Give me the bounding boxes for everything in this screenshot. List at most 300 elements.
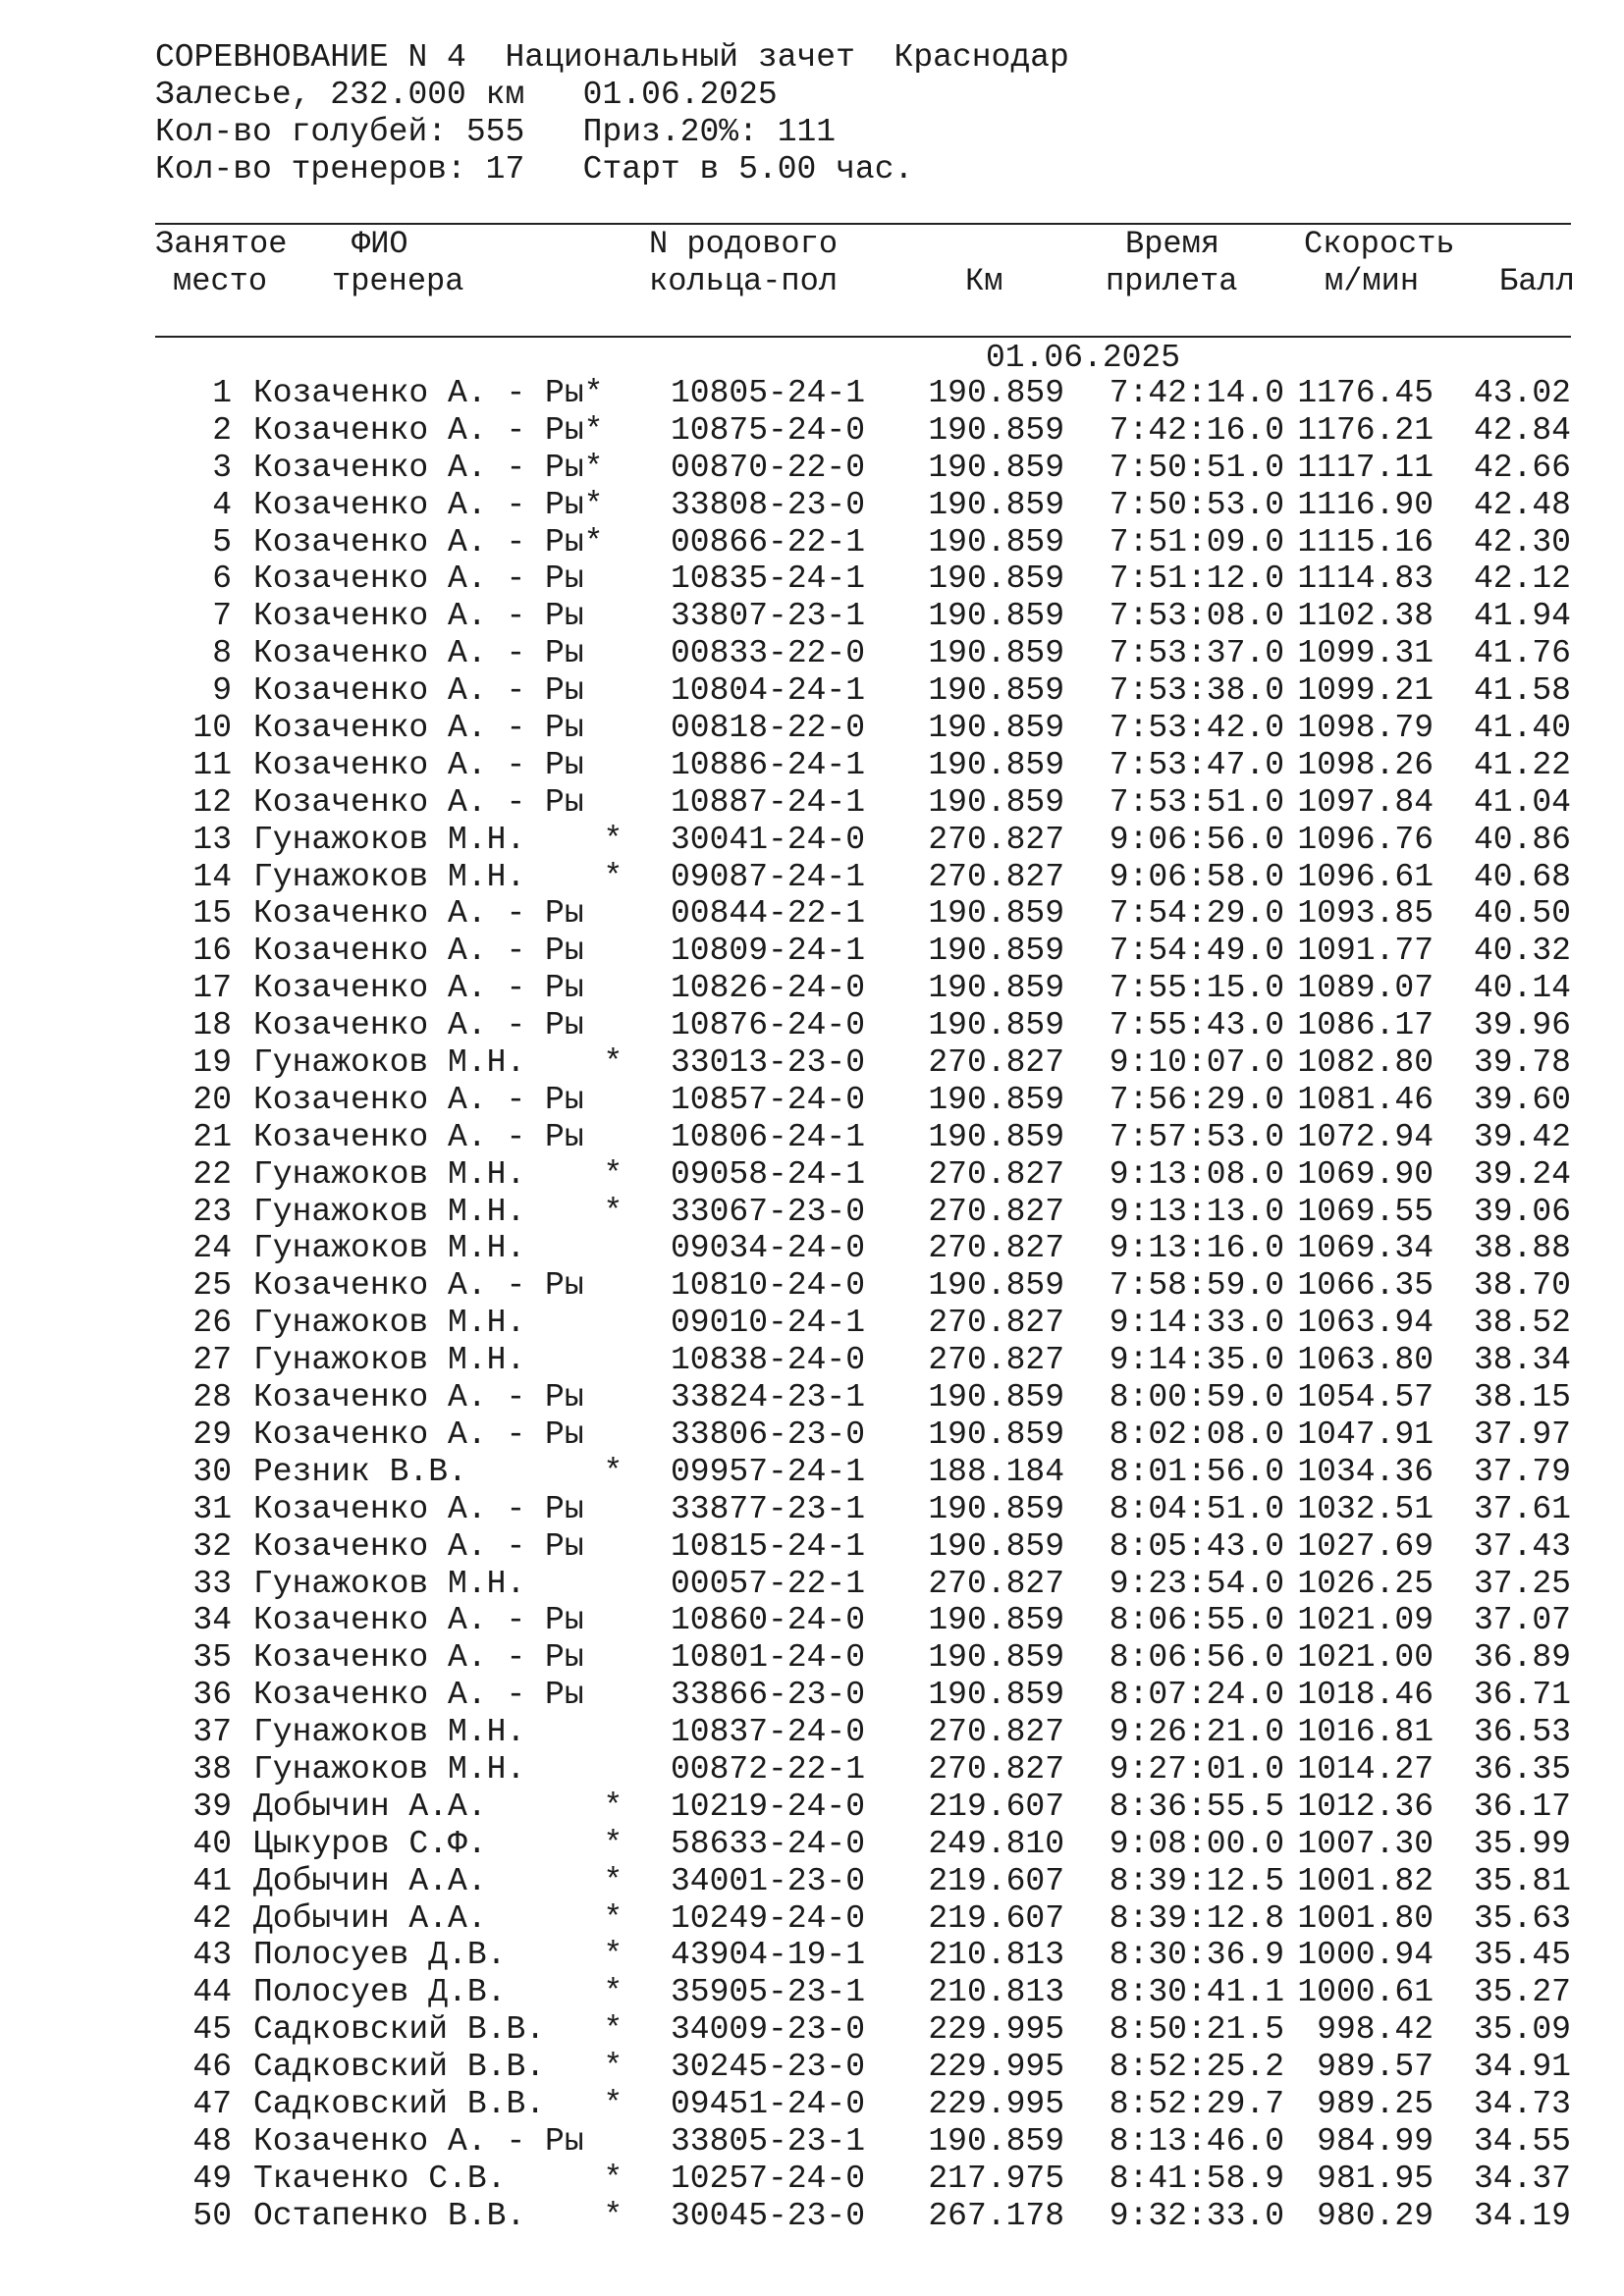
distance-cell: 270.827 bbox=[928, 1750, 1064, 1788]
table-row bbox=[0, 1267, 1624, 1305]
table-row bbox=[0, 933, 1624, 970]
ring-number-cell: 09058-24-1 bbox=[671, 1155, 866, 1193]
distance-cell: 190.859 bbox=[928, 1677, 1064, 1714]
score-cell: 34.91 bbox=[1473, 2049, 1571, 2086]
arrival-time-cell: 7:55:15.0 bbox=[1109, 970, 1284, 1007]
table-row bbox=[0, 1082, 1624, 1119]
arrival-time-cell: 9:26:21.0 bbox=[1109, 1714, 1284, 1751]
score-cell: 38.52 bbox=[1473, 1305, 1571, 1342]
table-row bbox=[0, 859, 1624, 896]
speed-cell: 1007.30 bbox=[1297, 1825, 1434, 1862]
ring-number-cell: 10835-24-1 bbox=[671, 561, 866, 598]
arrival-time-cell: 9:06:58.0 bbox=[1109, 858, 1284, 895]
place-cell: 17 bbox=[192, 970, 232, 1007]
arrival-time-cell: 8:39:12.8 bbox=[1109, 1899, 1284, 1937]
distance-cell: 190.859 bbox=[928, 933, 1064, 970]
arrival-time-cell: 7:53:47.0 bbox=[1109, 746, 1284, 783]
table-row bbox=[0, 822, 1624, 859]
arrival-time-cell: 7:53:37.0 bbox=[1109, 635, 1284, 672]
trainer-name-cell: Гунажоков М.Н. bbox=[253, 1714, 526, 1751]
distance-cell: 229.995 bbox=[928, 2085, 1064, 2122]
speed-cell: 1069.34 bbox=[1297, 1230, 1434, 1267]
arrival-time-cell: 8:13:46.0 bbox=[1109, 2122, 1284, 2160]
trainer-name-cell: Добычин А.А. * bbox=[253, 1862, 623, 1899]
place-cell: 5 bbox=[212, 523, 232, 561]
distance-cell: 190.859 bbox=[928, 970, 1064, 1007]
ring-number-cell: 09451-24-0 bbox=[671, 2085, 866, 2122]
speed-cell: 998.42 bbox=[1317, 2011, 1434, 2049]
col-speed-line2: м/мин bbox=[1325, 263, 1420, 299]
ring-number-cell: 00833-22-0 bbox=[671, 635, 866, 672]
distance-cell: 229.995 bbox=[928, 2049, 1064, 2086]
speed-cell: 1054.57 bbox=[1297, 1379, 1434, 1416]
table-row bbox=[0, 1305, 1624, 1342]
speed-cell: 1063.94 bbox=[1297, 1305, 1434, 1342]
table-row bbox=[0, 1528, 1624, 1566]
trainer-name-cell: Козаченко А. - Ры* bbox=[253, 523, 604, 561]
distance-cell: 210.813 bbox=[928, 1974, 1064, 2011]
trainer-name-cell: Козаченко А. - Ры bbox=[253, 561, 584, 598]
place-cell: 18 bbox=[192, 1007, 232, 1044]
arrival-time-cell: 8:06:56.0 bbox=[1109, 1639, 1284, 1677]
trainer-name-cell: Садковский В.В. * bbox=[253, 2011, 623, 2049]
place-cell: 41 bbox=[192, 1862, 232, 1899]
score-cell: 34.19 bbox=[1473, 2197, 1571, 2234]
ring-number-cell: 10837-24-0 bbox=[671, 1714, 866, 1751]
place-cell: 34 bbox=[192, 1602, 232, 1639]
trainer-name-cell: Козаченко А. - Ры bbox=[253, 1602, 584, 1639]
trainer-name-cell: Козаченко А. - Ры bbox=[253, 1118, 584, 1155]
score-cell: 38.15 bbox=[1473, 1379, 1571, 1416]
table-row bbox=[0, 895, 1624, 933]
place-cell: 23 bbox=[192, 1193, 232, 1230]
distance-cell: 190.859 bbox=[928, 1490, 1064, 1527]
distance-cell: 190.859 bbox=[928, 1379, 1064, 1416]
ring-number-cell: 33805-23-1 bbox=[671, 2122, 866, 2160]
place-cell: 35 bbox=[192, 1639, 232, 1677]
ring-number-cell: 00870-22-0 bbox=[671, 449, 866, 486]
ring-number-cell: 10876-24-0 bbox=[671, 1007, 866, 1044]
col-place-line1: Занятое bbox=[155, 226, 288, 262]
ring-number-cell: 00844-22-1 bbox=[671, 895, 866, 933]
distance-cell: 190.859 bbox=[928, 449, 1064, 486]
place-cell: 27 bbox=[192, 1342, 232, 1379]
distance-cell: 190.859 bbox=[928, 561, 1064, 598]
ring-number-cell: 00818-22-0 bbox=[671, 710, 866, 747]
trainer-name-cell: Гунажоков М.Н. * bbox=[253, 858, 623, 895]
speed-cell: 1096.76 bbox=[1297, 821, 1434, 858]
table-row bbox=[0, 2086, 1624, 2123]
ring-number-cell: 10887-24-1 bbox=[671, 783, 866, 821]
score-cell: 42.84 bbox=[1473, 411, 1571, 449]
ring-number-cell: 10886-24-1 bbox=[671, 746, 866, 783]
speed-cell: 1016.81 bbox=[1297, 1714, 1434, 1751]
speed-cell: 1001.82 bbox=[1297, 1862, 1434, 1899]
speed-cell: 1176.45 bbox=[1297, 375, 1434, 411]
place-cell: 44 bbox=[192, 1974, 232, 2011]
table-row bbox=[0, 710, 1624, 747]
ring-number-cell: 09087-24-1 bbox=[671, 858, 866, 895]
trainer-name-cell: Полосуев Д.В. * bbox=[253, 1937, 623, 1974]
speed-cell: 1034.36 bbox=[1297, 1453, 1434, 1490]
place-cell: 11 bbox=[192, 746, 232, 783]
speed-cell: 1081.46 bbox=[1297, 1081, 1434, 1118]
table-row bbox=[0, 1789, 1624, 1826]
distance-cell: 190.859 bbox=[928, 1118, 1064, 1155]
score-cell: 35.45 bbox=[1473, 1937, 1571, 1974]
release-point-info: Залесье, 232.000 км 01.06.2025 bbox=[155, 77, 778, 113]
table-row bbox=[0, 1677, 1624, 1714]
score-cell: 41.04 bbox=[1473, 783, 1571, 821]
header-bottom-rule bbox=[155, 336, 1571, 338]
table-row bbox=[0, 375, 1624, 412]
trainer-name-cell: Козаченко А. - Ры* bbox=[253, 375, 604, 411]
score-cell: 42.66 bbox=[1473, 449, 1571, 486]
place-cell: 16 bbox=[192, 933, 232, 970]
date-group-label: 01.06.2025 bbox=[986, 340, 1181, 376]
col-time-line2: прилета bbox=[1106, 263, 1238, 299]
score-cell: 39.42 bbox=[1473, 1118, 1571, 1155]
score-cell: 36.53 bbox=[1473, 1714, 1571, 1751]
place-cell: 25 bbox=[192, 1267, 232, 1305]
ring-number-cell: 33877-23-1 bbox=[671, 1490, 866, 1527]
distance-cell: 190.859 bbox=[928, 1602, 1064, 1639]
trainer-name-cell: Гунажоков М.Н. bbox=[253, 1565, 526, 1602]
arrival-time-cell: 8:06:55.0 bbox=[1109, 1602, 1284, 1639]
distance-cell: 270.827 bbox=[928, 1044, 1064, 1082]
speed-cell: 1176.21 bbox=[1297, 411, 1434, 449]
col-time-line1: Время bbox=[1125, 226, 1220, 262]
arrival-time-cell: 7:50:51.0 bbox=[1109, 449, 1284, 486]
score-cell: 34.37 bbox=[1473, 2160, 1571, 2197]
trainer-name-cell: Гунажоков М.Н. bbox=[253, 1750, 526, 1788]
place-cell: 42 bbox=[192, 1899, 232, 1937]
trainer-name-cell: Цыкуров С.Ф. * bbox=[253, 1825, 623, 1862]
table-row bbox=[0, 1156, 1624, 1194]
distance-cell: 249.810 bbox=[928, 1825, 1064, 1862]
score-cell: 35.09 bbox=[1473, 2011, 1571, 2049]
score-cell: 38.34 bbox=[1473, 1342, 1571, 1379]
trainer-name-cell: Добычин А.А. * bbox=[253, 1899, 623, 1937]
place-cell: 50 bbox=[192, 2197, 232, 2234]
score-cell: 40.32 bbox=[1473, 933, 1571, 970]
arrival-time-cell: 8:04:51.0 bbox=[1109, 1490, 1284, 1527]
distance-cell: 190.859 bbox=[928, 1007, 1064, 1044]
arrival-time-cell: 8:30:41.1 bbox=[1109, 1974, 1284, 2011]
table-row bbox=[0, 1566, 1624, 1603]
score-cell: 38.70 bbox=[1473, 1267, 1571, 1305]
place-cell: 43 bbox=[192, 1937, 232, 1974]
speed-cell: 1099.21 bbox=[1297, 672, 1434, 710]
place-cell: 46 bbox=[192, 2049, 232, 2086]
ring-number-cell: 10801-24-0 bbox=[671, 1639, 866, 1677]
ring-number-cell: 10815-24-1 bbox=[671, 1527, 866, 1565]
distance-cell: 190.859 bbox=[928, 746, 1064, 783]
table-row bbox=[0, 487, 1624, 524]
table-row bbox=[0, 412, 1624, 450]
score-cell: 39.24 bbox=[1473, 1155, 1571, 1193]
arrival-time-cell: 9:14:35.0 bbox=[1109, 1342, 1284, 1379]
ring-number-cell: 00057-22-1 bbox=[671, 1565, 866, 1602]
score-cell: 43.02 bbox=[1473, 375, 1571, 411]
arrival-time-cell: 7:53:42.0 bbox=[1109, 710, 1284, 747]
ring-number-cell: 10838-24-0 bbox=[671, 1342, 866, 1379]
trainer-name-cell: Гунажоков М.Н. bbox=[253, 1305, 526, 1342]
trainer-name-cell: Гунажоков М.Н. * bbox=[253, 1155, 623, 1193]
score-cell: 35.27 bbox=[1473, 1974, 1571, 2011]
distance-cell: 190.859 bbox=[928, 635, 1064, 672]
ring-number-cell: 09010-24-1 bbox=[671, 1305, 866, 1342]
score-cell: 39.60 bbox=[1473, 1081, 1571, 1118]
arrival-time-cell: 8:52:29.7 bbox=[1109, 2085, 1284, 2122]
place-cell: 38 bbox=[192, 1750, 232, 1788]
arrival-time-cell: 8:52:25.2 bbox=[1109, 2049, 1284, 2086]
ring-number-cell: 35905-23-1 bbox=[671, 1974, 866, 2011]
ring-number-cell: 10257-24-0 bbox=[671, 2160, 866, 2197]
trainer-name-cell: Ткаченко С.В. * bbox=[253, 2160, 623, 2197]
table-row bbox=[0, 1491, 1624, 1528]
distance-cell: 270.827 bbox=[928, 821, 1064, 858]
arrival-time-cell: 7:42:14.0 bbox=[1109, 375, 1284, 411]
arrival-time-cell: 7:54:29.0 bbox=[1109, 895, 1284, 933]
place-cell: 3 bbox=[212, 449, 232, 486]
score-cell: 41.76 bbox=[1473, 635, 1571, 672]
distance-cell: 217.975 bbox=[928, 2160, 1064, 2197]
place-cell: 2 bbox=[212, 411, 232, 449]
distance-cell: 270.827 bbox=[928, 1230, 1064, 1267]
distance-cell: 270.827 bbox=[928, 858, 1064, 895]
speed-cell: 984.99 bbox=[1317, 2122, 1434, 2160]
arrival-time-cell: 8:05:43.0 bbox=[1109, 1527, 1284, 1565]
arrival-time-cell: 9:10:07.0 bbox=[1109, 1044, 1284, 1082]
speed-cell: 1097.84 bbox=[1297, 783, 1434, 821]
table-row bbox=[0, 2123, 1624, 2161]
arrival-time-cell: 9:08:00.0 bbox=[1109, 1825, 1284, 1862]
arrival-time-cell: 8:02:08.0 bbox=[1109, 1415, 1284, 1453]
table-row bbox=[0, 1342, 1624, 1379]
arrival-time-cell: 7:57:53.0 bbox=[1109, 1118, 1284, 1155]
table-row bbox=[0, 524, 1624, 561]
table-row bbox=[0, 672, 1624, 710]
trainer-name-cell: Садковский В.В. * bbox=[253, 2085, 623, 2122]
place-cell: 10 bbox=[192, 710, 232, 747]
table-row bbox=[0, 747, 1624, 784]
distance-cell: 267.178 bbox=[928, 2197, 1064, 2234]
ring-number-cell: 58633-24-0 bbox=[671, 1825, 866, 1862]
score-cell: 42.30 bbox=[1473, 523, 1571, 561]
trainer-name-cell: Козаченко А. - Ры* bbox=[253, 411, 604, 449]
ring-number-cell: 09957-24-1 bbox=[671, 1453, 866, 1490]
distance-cell: 270.827 bbox=[928, 1342, 1064, 1379]
ring-number-cell: 33807-23-1 bbox=[671, 598, 866, 635]
distance-cell: 190.859 bbox=[928, 895, 1064, 933]
distance-cell: 190.859 bbox=[928, 1527, 1064, 1565]
speed-cell: 1021.09 bbox=[1297, 1602, 1434, 1639]
arrival-time-cell: 7:53:38.0 bbox=[1109, 672, 1284, 710]
arrival-time-cell: 7:51:09.0 bbox=[1109, 523, 1284, 561]
table-row bbox=[0, 598, 1624, 635]
speed-cell: 980.29 bbox=[1317, 2197, 1434, 2234]
ring-number-cell: 33824-23-1 bbox=[671, 1379, 866, 1416]
place-cell: 9 bbox=[212, 672, 232, 710]
distance-cell: 270.827 bbox=[928, 1714, 1064, 1751]
ring-number-cell: 30045-23-0 bbox=[671, 2197, 866, 2234]
place-cell: 4 bbox=[212, 486, 232, 523]
ring-number-cell: 33013-23-0 bbox=[671, 1044, 866, 1082]
speed-cell: 1027.69 bbox=[1297, 1527, 1434, 1565]
arrival-time-cell: 7:53:51.0 bbox=[1109, 783, 1284, 821]
place-cell: 7 bbox=[212, 598, 232, 635]
table-row bbox=[0, 635, 1624, 672]
score-cell: 35.99 bbox=[1473, 1825, 1571, 1862]
speed-cell: 1026.25 bbox=[1297, 1565, 1434, 1602]
arrival-time-cell: 7:53:08.0 bbox=[1109, 598, 1284, 635]
trainer-name-cell: Козаченко А. - Ры bbox=[253, 746, 584, 783]
score-cell: 37.43 bbox=[1473, 1527, 1571, 1565]
speed-cell: 1093.85 bbox=[1297, 895, 1434, 933]
place-cell: 40 bbox=[192, 1825, 232, 1862]
score-cell: 36.71 bbox=[1473, 1677, 1571, 1714]
arrival-time-cell: 8:00:59.0 bbox=[1109, 1379, 1284, 1416]
score-cell: 36.89 bbox=[1473, 1639, 1571, 1677]
table-row bbox=[0, 1044, 1624, 1082]
table-row bbox=[0, 1379, 1624, 1416]
arrival-time-cell: 7:42:16.0 bbox=[1109, 411, 1284, 449]
place-cell: 22 bbox=[192, 1155, 232, 1193]
arrival-time-cell: 9:14:33.0 bbox=[1109, 1305, 1284, 1342]
arrival-time-cell: 7:58:59.0 bbox=[1109, 1267, 1284, 1305]
place-cell: 31 bbox=[192, 1490, 232, 1527]
speed-cell: 1018.46 bbox=[1297, 1677, 1434, 1714]
trainer-name-cell: Козаченко А. - Ры bbox=[253, 1081, 584, 1118]
distance-cell: 190.859 bbox=[928, 783, 1064, 821]
distance-cell: 270.827 bbox=[928, 1305, 1064, 1342]
distance-cell: 190.859 bbox=[928, 598, 1064, 635]
score-cell: 35.81 bbox=[1473, 1862, 1571, 1899]
table-row bbox=[0, 1639, 1624, 1677]
arrival-time-cell: 9:13:08.0 bbox=[1109, 1155, 1284, 1193]
score-cell: 37.07 bbox=[1473, 1602, 1571, 1639]
speed-cell: 1066.35 bbox=[1297, 1267, 1434, 1305]
score-cell: 37.61 bbox=[1473, 1490, 1571, 1527]
arrival-time-cell: 9:27:01.0 bbox=[1109, 1750, 1284, 1788]
speed-cell: 1098.79 bbox=[1297, 710, 1434, 747]
ring-number-cell: 10805-24-1 bbox=[671, 375, 866, 411]
trainer-name-cell: Гунажоков М.Н. * bbox=[253, 1044, 623, 1082]
distance-cell: 190.859 bbox=[928, 1081, 1064, 1118]
score-cell: 41.22 bbox=[1473, 746, 1571, 783]
place-cell: 30 bbox=[192, 1453, 232, 1490]
ring-number-cell: 10806-24-1 bbox=[671, 1118, 866, 1155]
speed-cell: 1082.80 bbox=[1297, 1044, 1434, 1082]
ring-number-cell: 00866-22-1 bbox=[671, 523, 866, 561]
col-speed-line1: Скорость bbox=[1304, 226, 1455, 262]
distance-cell: 190.859 bbox=[928, 486, 1064, 523]
speed-cell: 1102.38 bbox=[1297, 598, 1434, 635]
arrival-time-cell: 9:13:13.0 bbox=[1109, 1193, 1284, 1230]
table-row bbox=[0, 1602, 1624, 1639]
arrival-time-cell: 8:01:56.0 bbox=[1109, 1453, 1284, 1490]
score-cell: 42.12 bbox=[1473, 561, 1571, 598]
score-cell: 42.48 bbox=[1473, 486, 1571, 523]
score-cell: 36.35 bbox=[1473, 1750, 1571, 1788]
speed-cell: 1001.80 bbox=[1297, 1899, 1434, 1937]
score-cell: 37.25 bbox=[1473, 1565, 1571, 1602]
speed-cell: 1069.55 bbox=[1297, 1193, 1434, 1230]
place-cell: 13 bbox=[192, 821, 232, 858]
table-row bbox=[0, 1863, 1624, 1900]
ring-number-cell: 34001-23-0 bbox=[671, 1862, 866, 1899]
table-row bbox=[0, 1937, 1624, 1974]
speed-cell: 1098.26 bbox=[1297, 746, 1434, 783]
score-cell: 37.79 bbox=[1473, 1453, 1571, 1490]
speed-cell: 1000.94 bbox=[1297, 1937, 1434, 1974]
speed-cell: 1091.77 bbox=[1297, 933, 1434, 970]
trainer-name-cell: Козаченко А. - Ры bbox=[253, 635, 584, 672]
table-row bbox=[0, 1194, 1624, 1231]
ring-number-cell: 10875-24-0 bbox=[671, 411, 866, 449]
ring-number-cell: 10810-24-0 bbox=[671, 1267, 866, 1305]
arrival-time-cell: 9:23:54.0 bbox=[1109, 1565, 1284, 1602]
arrival-time-cell: 7:50:53.0 bbox=[1109, 486, 1284, 523]
place-cell: 14 bbox=[192, 858, 232, 895]
distance-cell: 219.607 bbox=[928, 1862, 1064, 1899]
speed-cell: 989.57 bbox=[1317, 2049, 1434, 2086]
place-cell: 33 bbox=[192, 1565, 232, 1602]
table-row bbox=[0, 1714, 1624, 1751]
distance-cell: 219.607 bbox=[928, 1899, 1064, 1937]
col-km: Км bbox=[965, 263, 1003, 299]
trainer-name-cell: Полосуев Д.В. * bbox=[253, 1974, 623, 2011]
trainer-name-cell: Козаченко А. - Ры bbox=[253, 710, 584, 747]
trainer-name-cell: Козаченко А. - Ры bbox=[253, 895, 584, 933]
arrival-time-cell: 8:39:12.5 bbox=[1109, 1862, 1284, 1899]
trainer-name-cell: Козаченко А. - Ры bbox=[253, 598, 584, 635]
place-cell: 49 bbox=[192, 2160, 232, 2197]
score-cell: 40.68 bbox=[1473, 858, 1571, 895]
ring-number-cell: 10857-24-0 bbox=[671, 1081, 866, 1118]
score-cell: 37.97 bbox=[1473, 1415, 1571, 1453]
trainer-name-cell: Козаченко А. - Ры bbox=[253, 1007, 584, 1044]
place-cell: 32 bbox=[192, 1527, 232, 1565]
table-row bbox=[0, 1900, 1624, 1938]
score-cell: 40.86 bbox=[1473, 821, 1571, 858]
arrival-time-cell: 7:56:29.0 bbox=[1109, 1081, 1284, 1118]
trainer-name-cell: Резник В.В. * bbox=[253, 1453, 623, 1490]
table-row bbox=[0, 1416, 1624, 1454]
ring-number-cell: 30041-24-0 bbox=[671, 821, 866, 858]
trainer-name-cell: Козаченко А. - Ры bbox=[253, 783, 584, 821]
ring-number-cell: 00872-22-1 bbox=[671, 1750, 866, 1788]
trainer-name-cell: Гунажоков М.Н. * bbox=[253, 1193, 623, 1230]
ring-number-cell: 10219-24-0 bbox=[671, 1788, 866, 1825]
table-row bbox=[0, 970, 1624, 1007]
place-cell: 21 bbox=[192, 1118, 232, 1155]
speed-cell: 1116.90 bbox=[1297, 486, 1434, 523]
place-cell: 28 bbox=[192, 1379, 232, 1416]
ring-number-cell: 34009-23-0 bbox=[671, 2011, 866, 2049]
distance-cell: 190.859 bbox=[928, 523, 1064, 561]
speed-cell: 1072.94 bbox=[1297, 1118, 1434, 1155]
ring-number-cell: 09034-24-0 bbox=[671, 1230, 866, 1267]
trainer-name-cell: Садковский В.В. * bbox=[253, 2049, 623, 2086]
speed-cell: 1089.07 bbox=[1297, 970, 1434, 1007]
col-name-line2: тренера bbox=[332, 263, 464, 299]
score-cell: 39.78 bbox=[1473, 1044, 1571, 1082]
score-cell: 40.14 bbox=[1473, 970, 1571, 1007]
pigeon-count-info: Кол-во голубей: 555 Приз.20%: 111 bbox=[155, 114, 837, 150]
place-cell: 36 bbox=[192, 1677, 232, 1714]
